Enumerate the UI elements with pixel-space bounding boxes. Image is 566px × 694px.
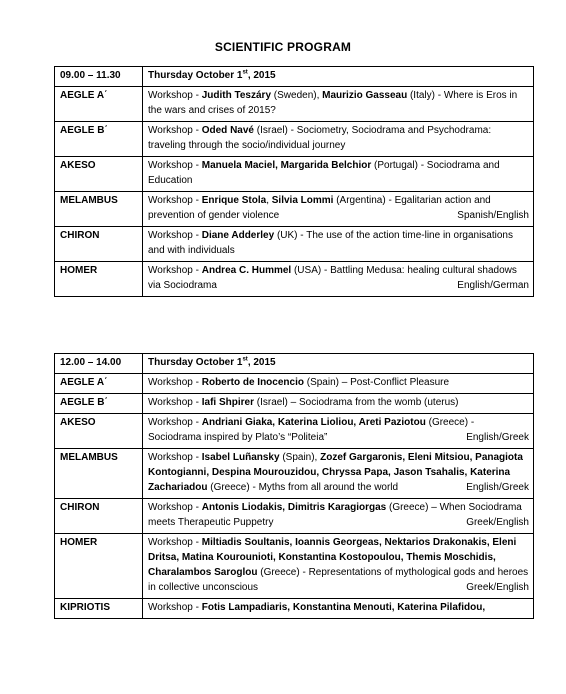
language-note: English/Greek bbox=[466, 432, 529, 443]
program-row bbox=[55, 414, 534, 449]
workshop-text: (Sweden), bbox=[271, 90, 323, 101]
workshop-title: (Greece) - Myths from all around the world bbox=[207, 482, 399, 493]
workshop-cell bbox=[143, 227, 534, 262]
program-row bbox=[55, 227, 534, 262]
workshop-prefix: Workshop - bbox=[148, 397, 202, 408]
workshop-prefix: Workshop - bbox=[148, 417, 202, 428]
presenter-names: Roberto de Inocencio bbox=[201, 377, 304, 388]
room-name: MELAMBUS bbox=[55, 449, 143, 499]
day-main: Thursday October 1 bbox=[148, 70, 243, 81]
room-name: AEGLE B΄ bbox=[55, 394, 143, 414]
room-name: HOMER bbox=[55, 534, 143, 599]
presenter-names: Diane Adderley bbox=[201, 230, 275, 241]
workshop-cell bbox=[143, 599, 534, 619]
presenter-names: Enrique Stola bbox=[201, 195, 267, 206]
day-suffix: st bbox=[242, 356, 248, 363]
presenter-names: Oded Navé bbox=[201, 125, 254, 136]
language-note: Greek/English bbox=[466, 582, 529, 593]
workshop-text: (Greece) – When Sociodrama meets Therapeutic Puppetry bbox=[148, 502, 522, 528]
workshop-text: (Spain), bbox=[279, 452, 321, 463]
workshop-cell bbox=[143, 374, 534, 394]
room-name: CHIRON bbox=[55, 227, 143, 262]
presenter-names: Fotis Lampadiaris, Konstantina Menouti, Katerina Pilafidou, bbox=[201, 602, 486, 613]
workshop-prefix: Workshop - bbox=[148, 125, 202, 136]
workshop-text: (UK) - The use of the action time-line in organisations and with individuals bbox=[148, 230, 513, 256]
presenter-names: Antonis Liodakis, Dimitris Karagiorgas bbox=[201, 502, 387, 513]
workshop-prefix: Workshop - bbox=[148, 377, 202, 388]
workshop-prefix: Workshop - bbox=[148, 90, 202, 101]
session-day bbox=[143, 67, 534, 87]
presenter-names: Andrea C. Hummel bbox=[201, 265, 292, 276]
workshop-prefix: Workshop - bbox=[148, 537, 202, 548]
workshop-text: , bbox=[266, 195, 272, 206]
presenter-names: Judith Teszáry bbox=[201, 90, 272, 101]
workshop-text: (Greece) - Representations of mythological gods and heroes in collective unconscious bbox=[148, 567, 529, 593]
room-name: KIPRIOTIS bbox=[55, 599, 143, 619]
workshop-cell bbox=[143, 262, 534, 297]
room-name: AKESO bbox=[55, 157, 143, 192]
day-year: , 2015 bbox=[247, 357, 276, 368]
workshop-text: (Greece) - Sociodrama inspired by Plato’s “Politeia” bbox=[148, 417, 475, 443]
presenter-names-2: Maurizio Gasseau bbox=[322, 90, 408, 101]
program-row bbox=[55, 599, 534, 619]
presenter-names: Andriani Giaka, Katerina Lioliou, Areti Paziotou bbox=[201, 417, 426, 428]
workshop-prefix: Workshop - bbox=[148, 602, 202, 613]
language-note: Greek/English bbox=[466, 517, 529, 528]
session-time: 09.00 – 11.30 bbox=[55, 67, 143, 87]
workshop-cell bbox=[143, 157, 534, 192]
workshop-text: (Portugal) - Sociodrama and Education bbox=[148, 160, 500, 186]
workshop-cell bbox=[143, 414, 534, 449]
workshop-prefix: Workshop - bbox=[148, 230, 202, 241]
session-day bbox=[143, 354, 534, 374]
schedule-table-2 bbox=[54, 353, 534, 619]
program-row bbox=[55, 499, 534, 534]
workshop-cell bbox=[143, 534, 534, 599]
program-row bbox=[55, 192, 534, 227]
session-header-row bbox=[55, 67, 534, 87]
room-name: AKESO bbox=[55, 414, 143, 449]
workshop-text: (Spain) – Post-Conflict Pleasure bbox=[303, 377, 450, 388]
presenter-names: Isabel Luñansky bbox=[201, 452, 280, 463]
program-row bbox=[55, 449, 534, 499]
workshop-cell bbox=[143, 394, 534, 414]
language-note: English/Greek bbox=[466, 482, 529, 493]
room-name: AEGLE A΄ bbox=[55, 374, 143, 394]
schedule-table-1 bbox=[54, 66, 534, 297]
presenter-names: Manuela Maciel, Margarida Belchior bbox=[201, 160, 372, 171]
workshop-title: (Italy) - Where is Eros in the wars and crises of 2015? bbox=[148, 90, 518, 116]
session-header-row bbox=[55, 354, 534, 374]
workshop-prefix: Workshop - bbox=[148, 502, 202, 513]
room-name: HOMER bbox=[55, 262, 143, 297]
schedule-body-2 bbox=[55, 354, 534, 619]
language-note: Spanish/English bbox=[457, 210, 529, 221]
workshop-cell bbox=[143, 499, 534, 534]
room-name: AEGLE A΄ bbox=[55, 87, 143, 122]
room-name: MELAMBUS bbox=[55, 192, 143, 227]
page-title: SCIENTIFIC PROGRAM bbox=[214, 40, 352, 54]
program-row bbox=[55, 374, 534, 394]
program-row bbox=[55, 87, 534, 122]
day-main: Thursday October 1 bbox=[148, 357, 243, 368]
workshop-prefix: Workshop - bbox=[148, 195, 202, 206]
workshop-cell bbox=[143, 87, 534, 122]
presenter-names: Iafi Shpirer bbox=[201, 397, 254, 408]
workshop-cell bbox=[143, 192, 534, 227]
program-row bbox=[55, 122, 534, 157]
program-row bbox=[55, 534, 534, 599]
workshop-cell bbox=[143, 449, 534, 499]
workshop-prefix: Workshop - bbox=[148, 452, 202, 463]
presenter-names-2: Zozef Gargaronis, Eleni Mitsiou, Panagiota Kontogianni, Despina Mourouzidou, Chryssa Papa, Jason Tsahalis, Katerina Zachariadou bbox=[148, 452, 523, 493]
program-row bbox=[55, 394, 534, 414]
program-row bbox=[55, 157, 534, 192]
presenter-names: Miltiadis Soultanis, Ioannis Georgeas, Nektarios Drakonakis, Eleni Dritsa, Matina Kourounioti, Konstantina Kostopoulou, Themis Moschidis, Charalambos Saroglou bbox=[148, 537, 517, 578]
room-name: CHIRON bbox=[55, 499, 143, 534]
day-year: , 2015 bbox=[247, 70, 276, 81]
workshop-cell bbox=[143, 122, 534, 157]
workshop-text: (Israel) - Sociometry, Sociodrama and Psychodrama: traveling through the socio/individual journey bbox=[148, 125, 492, 151]
session-time: 12.00 – 14.00 bbox=[55, 354, 143, 374]
day-suffix: st bbox=[242, 69, 248, 76]
workshop-text: (Israel) – Sociodrama from the womb (uterus) bbox=[253, 397, 459, 408]
workshop-prefix: Workshop - bbox=[148, 160, 202, 171]
presenter-names-2: Silvia Lommi bbox=[271, 195, 334, 206]
workshop-title: (Argentina) - Egalitarian action and prevention of gender violence bbox=[148, 195, 491, 221]
workshop-text: (USA) - Battling Medusa: healing cultural shadows via Sociodrama bbox=[148, 265, 517, 291]
schedule-body-1 bbox=[55, 67, 534, 297]
workshop-prefix: Workshop - bbox=[148, 265, 202, 276]
room-name: AEGLE B΄ bbox=[55, 122, 143, 157]
program-row bbox=[55, 262, 534, 297]
language-note: English/German bbox=[457, 280, 529, 291]
